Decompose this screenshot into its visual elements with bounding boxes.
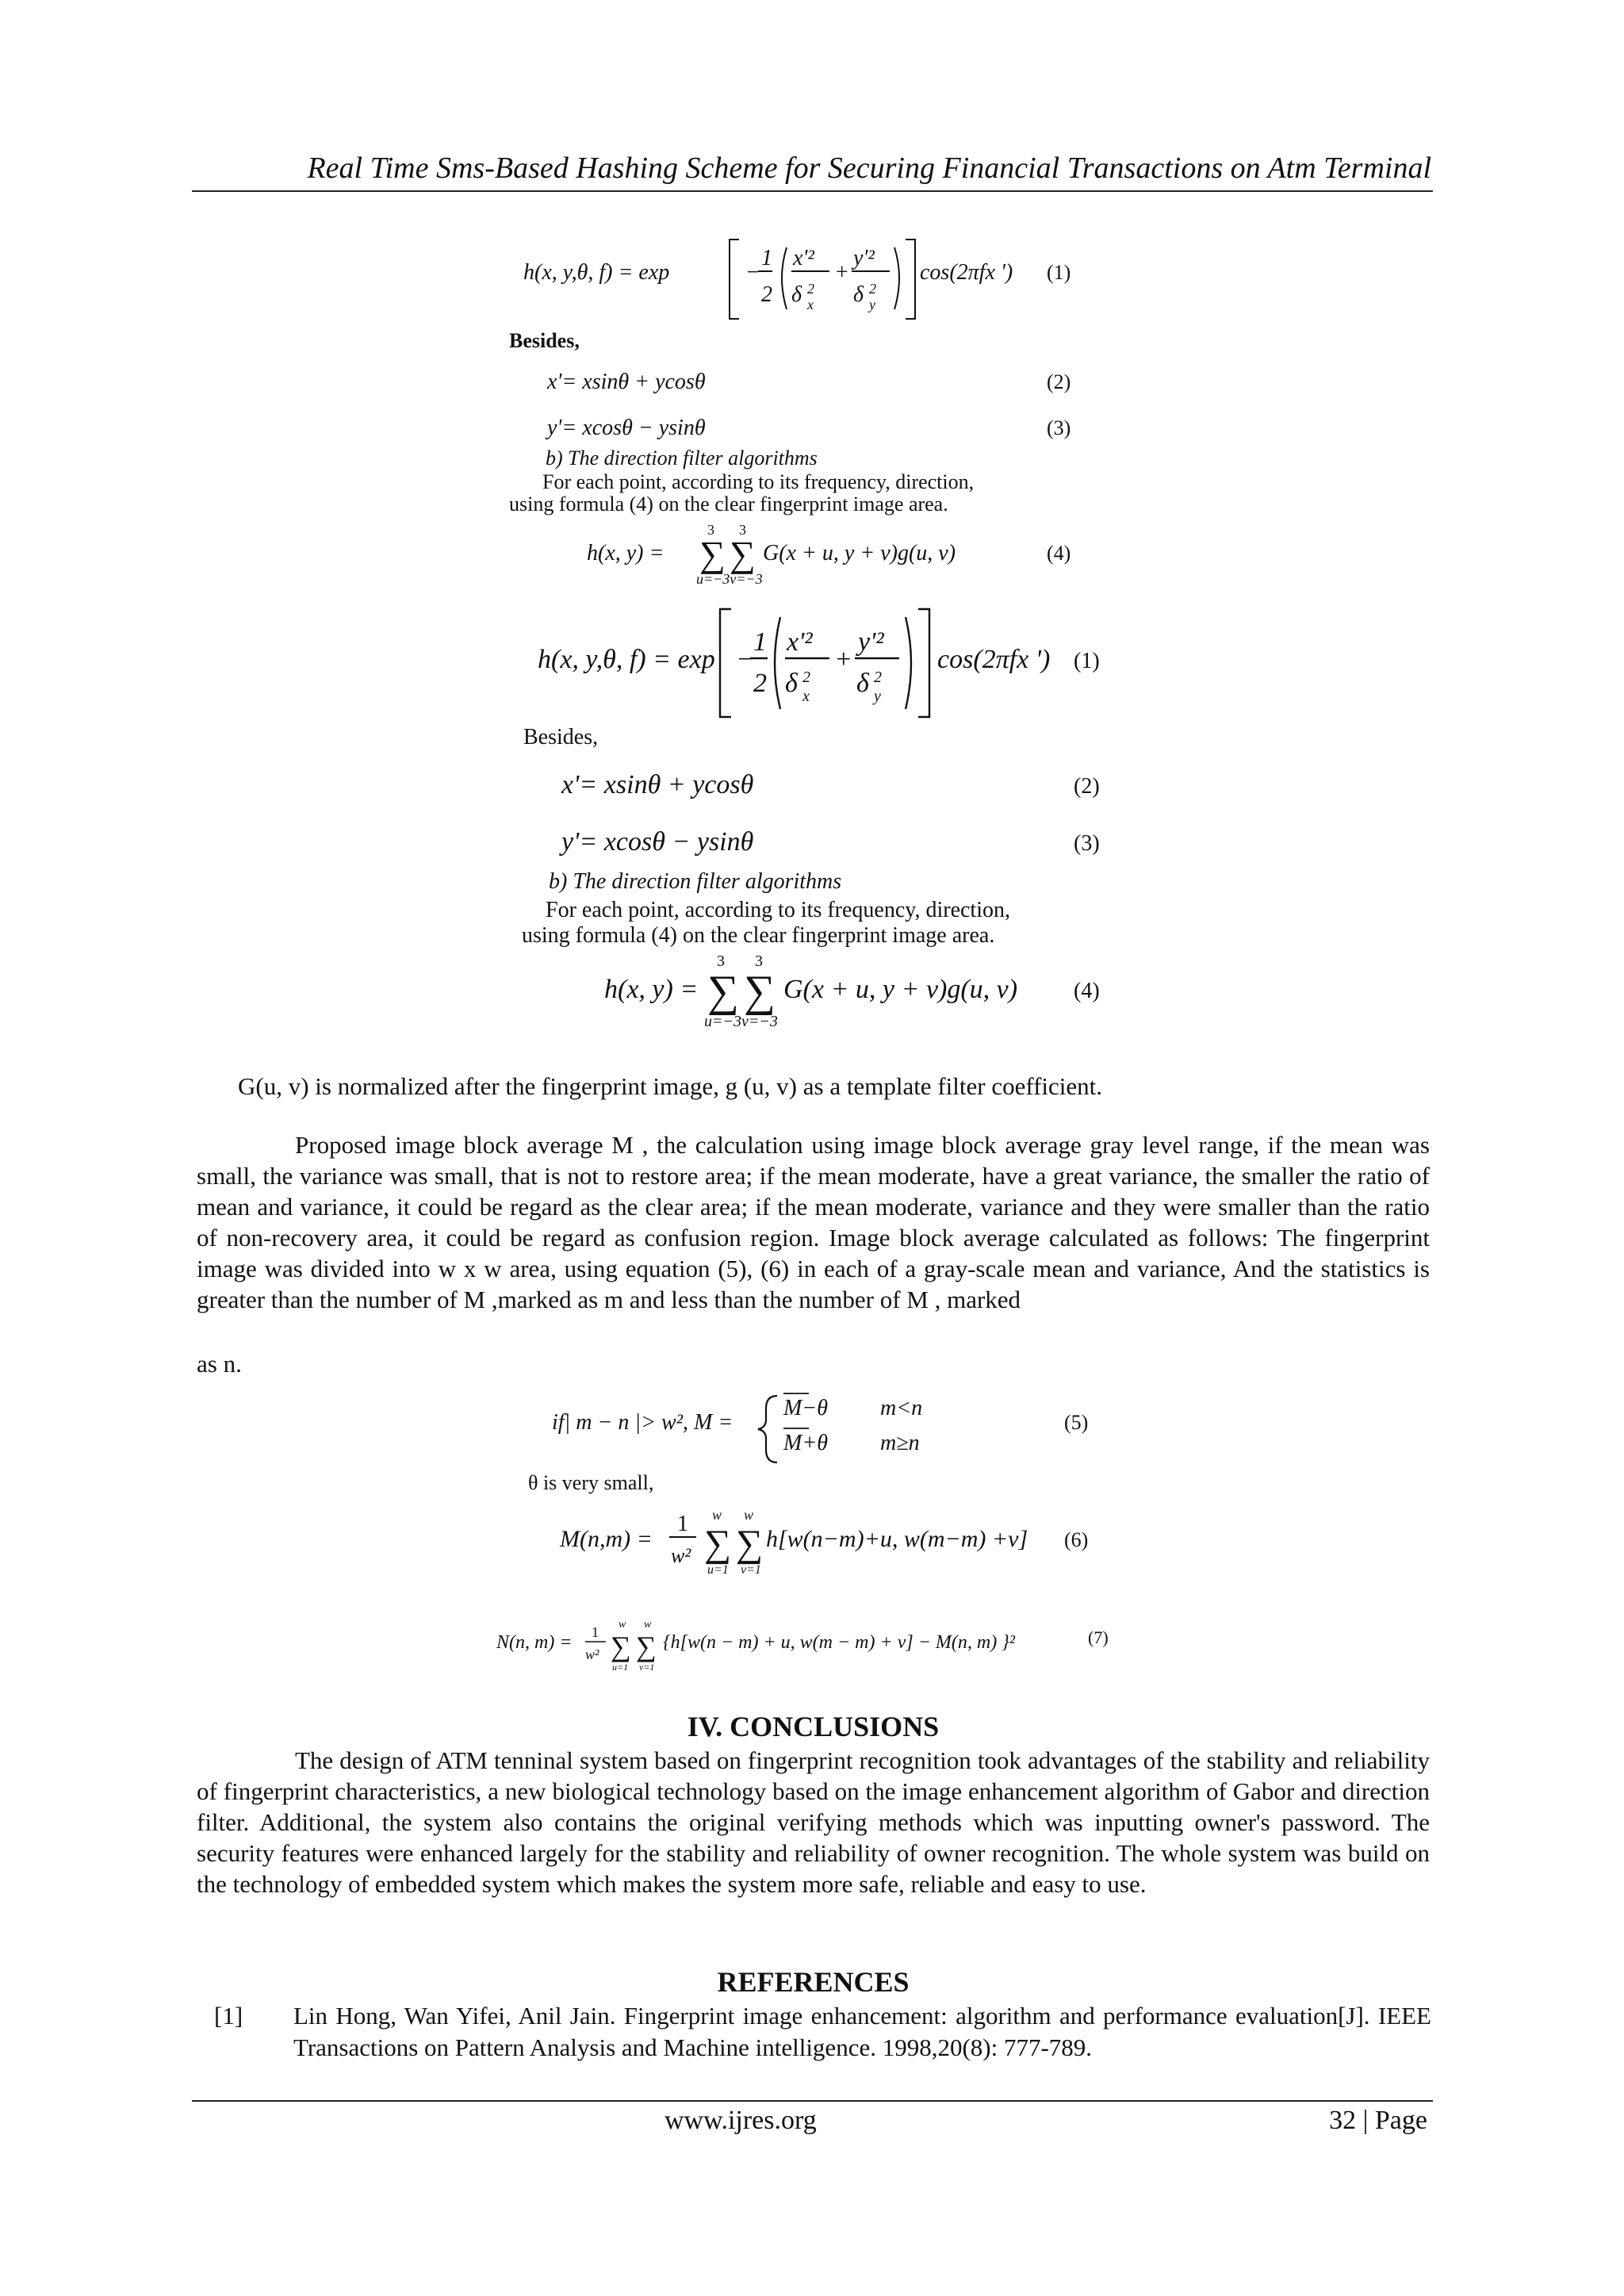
eq4b-rhs: G(x + u, y + v)g(u, v) [783,975,1018,1004]
eq1-cos: cos(2πfx ') [920,260,1013,285]
eq1-two: 2 [761,282,772,307]
eq6-sum1-bottom: u=1 [707,1563,729,1577]
eq5-number: (5) [1064,1411,1089,1434]
eq4b-sum-bottom: u=−3v=−3 [704,1013,778,1030]
eq1b-delta-x-sup: 2 [802,669,810,686]
reference-number: [1] [214,2002,243,2030]
eq6-lhs: M(n,m) = [560,1526,653,1552]
reference-text: Lin Hong, Wan Yifei, Anil Jain. Fingerprint image enhancement: algorithm and performance evaluation[J]. IEEE Transactions on Pattern Analysis and Machine intelligence. 1998,20(8): 777-789. [293,2002,1431,2061]
eq6-number: (6) [1064,1528,1089,1551]
eq1b-delta-x-sub: x [802,688,810,705]
eq1b-delta-y-sup: 2 [874,669,882,686]
eq6-frac-num: 1 [677,1512,688,1536]
header-rule [192,190,1433,192]
eq1b-delta-y: δ [856,669,869,698]
direction-filter-para-line1-large: For each point, according to its frequency, direction, [546,898,1010,922]
eq2b-number: (2) [1074,774,1100,799]
eq4-sum-bottom: u=−3v=−3 [696,571,763,587]
eq1b-delta-x: δ [785,669,798,698]
eq1-delta-x-sup: 2 [807,281,814,297]
eq4-sum2-top: 3 [739,522,746,538]
eq1b-plus: + [834,645,852,674]
equation-image-mean-variance [515,1380,1118,1586]
eq7-rhs: {h[w(n − m) + u, w(m − m) + v] − M(n, m) }² [663,1632,1015,1653]
eq1b-two: 2 [753,669,767,698]
eq1b-number: (1) [1074,649,1100,673]
eq3-number: (3) [1047,416,1071,439]
theta-small-note: θ is very small, [528,1471,654,1494]
direction-filter-para-line2: using formula (4) on the clear fingerprint image area. [509,493,948,516]
equation-image-large [506,593,1132,1045]
subsection-b-title-large: b) The direction filter algorithms [549,869,842,894]
equation-image-small [492,216,1142,588]
eq1-one: 1 [761,246,772,270]
eq4b-sum2: ∑ [744,967,776,1016]
eq3-text: y'= xcosθ − ysinθ [547,416,706,440]
running-header: Real Time Sms-Based Hashing Scheme for Securing Financial Transactions on Atm Terminal [307,151,1431,185]
eq4-rhs: G(x + u, y + v)g(u, v) [763,541,956,565]
eq3b-number: (3) [1074,831,1100,856]
eq1-delta-x: δ [791,282,802,307]
eq1b-cos: cos(2πfx ') [937,645,1051,674]
equation-set-large [506,593,1132,1045]
eq4-number: (4) [1047,542,1071,565]
eq1-yprime: y'² [853,246,875,270]
paragraph-as-n: as n. [197,1350,242,1378]
conclusions-paragraph: The design of ATM tenninal system based on fingerprint recognition took advantages of the stability and reliability of fingerprint characteristics, a new biological technology based on the image enhancement algorithm of Gabor and direction filter. Additional, the system also contains the original verifying methods which was inputting owner's password. The security features were enhanced largely for the stability and reliability of owner recognition. The whole system was build on the technology of embedded system which makes the system more safe, reliable and easy to use. [197,1746,1430,1898]
eq1-minus: − [745,260,760,285]
paragraph-image-block-average: Proposed image block average M , the calculation using image block average gray level range, if the mean was small, the variance was small, that is not to restore area; if the mean moderate, have a great variance, the smaller the ratio of mean and variance, it could be regard as the clear area; if the mean moderate, variance and they were smaller than the ratio of non-recovery area, it could be regard as confusion region. Image block average calculated as follows: The fingerprint image was divided into w x w area, using equation (5), (6) in each of a gray-scale mean and variance, And the statistics is greater than the number of M ,marked as m and less than the number of M , marked [197,1131,1430,1313]
eq4-sum1: ∑ [699,534,726,574]
eq1-delta-x-sub: x [807,297,814,312]
besides-label: Besides, [509,329,580,352]
eq1b-minus: − [736,645,754,674]
eq1b-right-paren [906,617,911,709]
eq1-number: (1) [1047,261,1071,284]
eq6-sum2-top: w [744,1507,754,1523]
eq6-sum2-bottom: v=1 [741,1563,761,1577]
eq7-sum1-bottom: u=1 [612,1662,629,1673]
eq2-number: (2) [1047,370,1071,393]
eq1b-right-bracket [918,609,929,717]
eq7-number: (7) [1088,1627,1109,1647]
eq4-sum1-top: 3 [707,522,714,538]
eq1-lhs: h(x, y,θ, f) = exp [523,260,670,285]
eq1b-one: 1 [753,627,767,657]
eq7-frac-den: w² [585,1646,599,1662]
eq4b-sum1-top: 3 [717,953,725,970]
eq6-sum1: ∑ [704,1523,732,1565]
eq3b-text: y'= xcosθ − ysinθ [561,827,754,857]
eq7-sum1: ∑ [611,1631,631,1662]
eq1b-yprime: y'² [858,627,884,657]
eq4b-number: (4) [1074,979,1100,1003]
eq1-left-bracket [730,240,739,319]
equation-set-small [492,216,1142,588]
eq6-sum1-top: w [712,1507,722,1523]
eq1b-left-bracket [720,609,731,717]
eq5-case2-condition: m≥n [880,1431,920,1455]
conclusions-heading: IV. CONCLUSIONS [687,1711,940,1742]
eq5-condition: if| m − n |> w², M = [552,1410,733,1435]
direction-filter-para-line2-large: using formula (4) on the clear fingerprint image area. [522,923,995,948]
eq5-case1: M−θ [783,1396,828,1420]
eq1-delta-y-sub: y [869,297,875,312]
eq1-right-bracket [906,240,915,319]
eq1-delta-y: δ [853,282,864,307]
eq1-delta-y-sup: 2 [869,281,876,297]
eq1-right-paren [894,247,899,309]
eq7-lhs: N(n, m) = [496,1632,573,1653]
eq4-lhs: h(x, y) = [587,541,665,565]
references-heading: REFERENCES [717,1966,910,1998]
eq1-xprime: x'² [793,246,814,270]
eq1-plus: + [834,260,849,285]
eq6-frac-den: w² [671,1544,691,1567]
paragraph-g-normalized: G(u, v) is normalized after the fingerprint image, g (u, v) as a template filter coefficient. [238,1072,1103,1100]
eq1b-xprime: x'² [787,627,813,657]
equation-set-mean [515,1380,1118,1586]
eq2b-text: x'= xsinθ + ycosθ [561,770,754,799]
eq4b-lhs: h(x, y) = [604,975,699,1004]
subsection-b-title: b) The direction filter algorithms [546,447,818,470]
eq1b-delta-y-sub: y [874,688,881,705]
references-list [214,2000,1431,2064]
eq1-left-paren [782,247,787,309]
equation-image-variance [492,1610,1126,1681]
eq6-rhs: h[w(n−m)+u, w(m−m) +v] [766,1526,1028,1552]
eq5-case1-condition: m<n [880,1396,923,1420]
direction-filter-para-line1: For each point, according to its frequency, direction, [542,470,975,493]
eq5-brace [758,1396,777,1462]
eq1b-left-paren [775,617,780,709]
besides-label-large: Besides, [523,725,599,749]
eq4b-sum1: ∑ [707,967,739,1016]
eq1b-lhs: h(x, y,θ, f) = exp [538,645,715,674]
eq4-sum2: ∑ [730,534,756,574]
equation-7 [492,1610,1126,1681]
eq4b-sum2-top: 3 [755,953,763,970]
eq7-sum1-top: w [619,1619,626,1631]
eq7-frac-num: 1 [592,1624,599,1640]
reference-item [214,2000,1431,2064]
eq7-sum2-top: w [644,1619,652,1631]
eq7-sum2-bottom: v=1 [639,1662,655,1673]
eq7-sum2: ∑ [636,1631,657,1662]
footer-page-number: 32 | Page [1329,2106,1427,2135]
footer-site: www.ijres.org [665,2106,817,2135]
footer-rule [192,2100,1433,2102]
eq6-sum2: ∑ [736,1523,764,1565]
eq2-text: x'= xsinθ + ycosθ [547,370,706,394]
eq5-case2: M+θ [783,1431,828,1455]
